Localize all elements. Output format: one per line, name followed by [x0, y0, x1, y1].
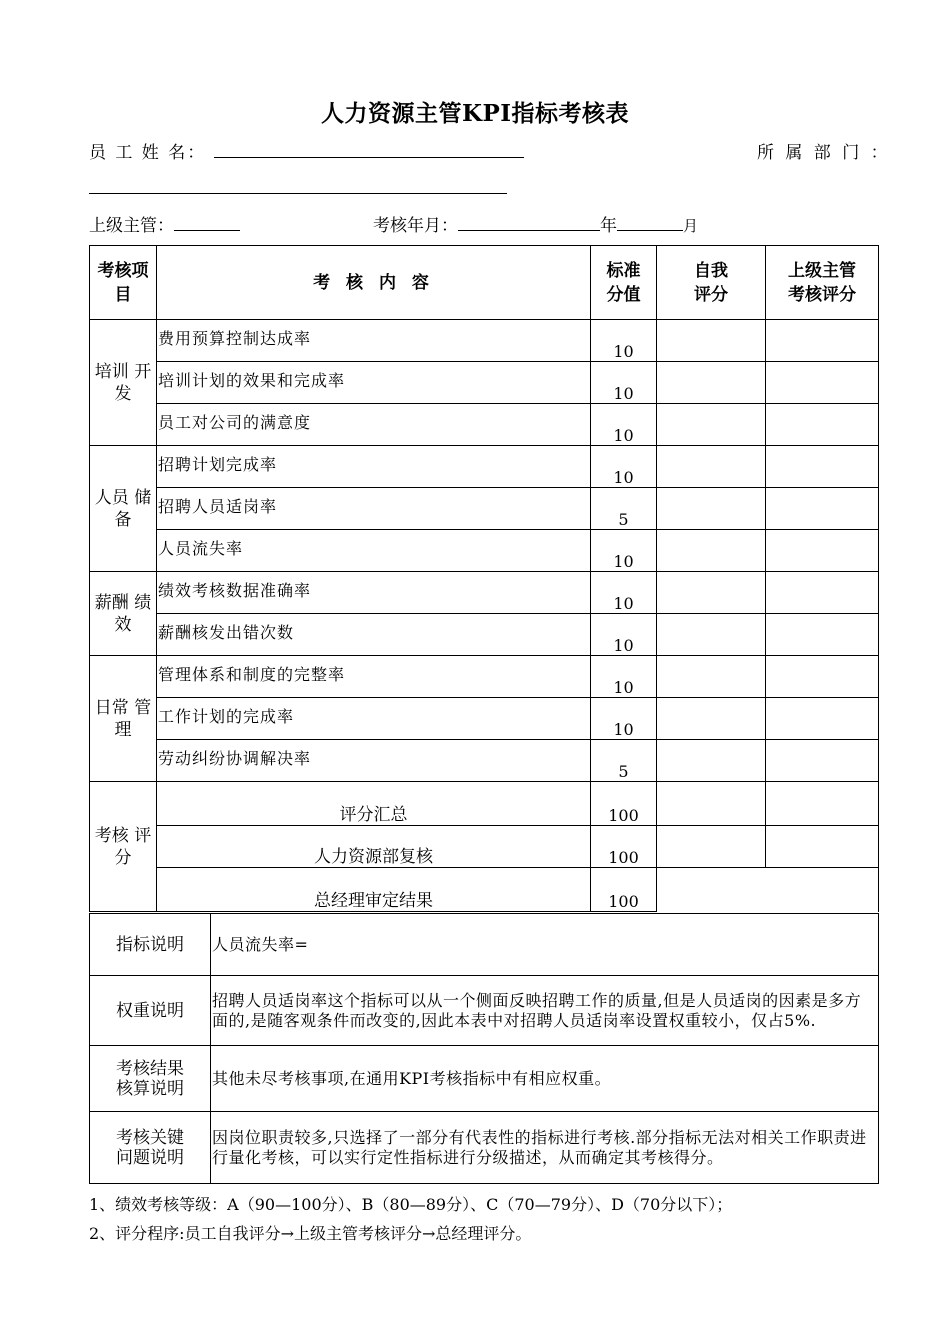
item-score: 10: [591, 614, 657, 656]
footer-note-procedure: 2、评分程序:员工自我评分→上级主管考核评分→总经理评分。: [89, 1224, 532, 1243]
table-row: [90, 614, 879, 656]
item-content: 劳动纠纷协调解决率: [157, 740, 591, 782]
note-row: [90, 914, 879, 976]
self-score-cell[interactable]: [657, 362, 766, 404]
period-field: [373, 211, 698, 236]
year-label: 年: [600, 216, 617, 236]
supervisor-score-cell[interactable]: [766, 404, 879, 446]
note-text: 其他未尽考核事项,在通用KPI考核指标中有相应权重。: [211, 1046, 879, 1112]
col-header-supervisor: 上级主管 考核评分: [766, 246, 879, 320]
col-header-item: 考核项 目: [90, 246, 157, 320]
month-label: 月: [683, 217, 699, 235]
supervisor-score-cell[interactable]: [766, 572, 879, 614]
supervisor-score-cell[interactable]: [766, 740, 879, 782]
col-header-standard: 标准 分值: [591, 246, 657, 320]
item-content: 培训计划的效果和完成率: [157, 362, 591, 404]
item-content: 招聘计划完成率: [157, 446, 591, 488]
self-score-cell[interactable]: [657, 320, 766, 362]
self-score-cell[interactable]: [657, 698, 766, 740]
note-row: [90, 976, 879, 1046]
table-row: [90, 740, 879, 782]
table-row: [90, 530, 879, 572]
category-cell: 人员 储 备: [90, 446, 157, 572]
month-blank[interactable]: [617, 212, 683, 231]
item-content: 招聘人员适岗率: [157, 488, 591, 530]
summary-score: 100: [591, 868, 657, 912]
note-text: 人员流失率=: [211, 914, 879, 976]
note-label: 考核结果 核算说明: [90, 1046, 211, 1112]
table-row: [90, 362, 879, 404]
col-header-self: 自我 评分: [657, 246, 766, 320]
supervisor-score-cell[interactable]: [766, 826, 879, 868]
item-score: 5: [591, 488, 657, 530]
note-label: 权重说明: [90, 976, 211, 1046]
item-content: 人员流失率: [157, 530, 591, 572]
year-blank[interactable]: [458, 212, 600, 231]
item-content: 绩效考核数据准确率: [157, 572, 591, 614]
self-score-cell[interactable]: [657, 656, 766, 698]
item-score: 10: [591, 362, 657, 404]
summary-label: 总经理审定结果: [157, 868, 591, 912]
self-score-cell[interactable]: [657, 446, 766, 488]
summary-score: 100: [591, 826, 657, 868]
table-row: [90, 572, 879, 614]
summary-row: [90, 782, 879, 826]
summary-label: 人力资源部复核: [157, 826, 591, 868]
self-score-cell[interactable]: [657, 614, 766, 656]
kpi-table: [89, 245, 879, 912]
note-row: [90, 1112, 879, 1184]
self-score-cell[interactable]: [657, 404, 766, 446]
table-row: [90, 404, 879, 446]
supervisor-score-cell[interactable]: [766, 320, 879, 362]
period-label: 考核年月：: [373, 216, 458, 236]
table-row: [90, 320, 879, 362]
supervisor-blank[interactable]: [174, 212, 240, 231]
item-score: 5: [591, 740, 657, 782]
supervisor-field: [89, 211, 240, 236]
supervisor-score-cell[interactable]: [766, 530, 879, 572]
supervisor-score-cell[interactable]: [766, 614, 879, 656]
gm-result-cell[interactable]: [657, 868, 879, 912]
self-score-cell[interactable]: [657, 782, 766, 826]
supervisor-score-cell[interactable]: [766, 782, 879, 826]
employee-name-blank[interactable]: [214, 139, 524, 158]
table-row: [90, 488, 879, 530]
item-score: 10: [591, 572, 657, 614]
table-row: [90, 656, 879, 698]
item-content: 员工对公司的满意度: [157, 404, 591, 446]
col-header-content: 考 核 内 容: [157, 246, 591, 320]
table-row: [90, 698, 879, 740]
self-score-cell[interactable]: [657, 572, 766, 614]
item-score: 10: [591, 404, 657, 446]
item-score: 10: [591, 320, 657, 362]
item-score: 10: [591, 698, 657, 740]
note-text: 招聘人员适岗率这个指标可以从一个侧面反映招聘工作的质量,但是人员适岗的因素是多方面的,是随客观条件而改变的,因此本表中对招聘人员适岗率设置权重较小，仅占5%.: [211, 976, 879, 1046]
note-text: 因岗位职责较多,只选择了一部分有代表性的指标进行考核.部分指标无法对相关工作职责进行量化考核，可以实行定性指标进行分级描述，从而确定其考核得分。: [211, 1112, 879, 1184]
department-label: 所 属 部 门 ：: [757, 143, 891, 163]
item-score: 10: [591, 446, 657, 488]
summary-category-cell: 考核 评 分: [90, 782, 157, 912]
self-score-cell[interactable]: [657, 530, 766, 572]
note-row: [90, 1046, 879, 1112]
category-cell: 日常 管 理: [90, 656, 157, 782]
note-label: 考核关键 问题说明: [90, 1112, 211, 1184]
employee-name-field: [89, 138, 524, 163]
item-score: 10: [591, 530, 657, 572]
item-content: 工作计划的完成率: [157, 698, 591, 740]
employee-name-label: 员 工 姓 名：: [89, 143, 207, 163]
footer-note-grades: 1、绩效考核等级：A（90—100分）、B（80—89分）、C（70—79分）、D（70分以下）；: [89, 1195, 733, 1214]
supervisor-score-cell[interactable]: [766, 362, 879, 404]
page-title: 人力资源主管KPI指标考核表: [320, 100, 630, 127]
department-blank[interactable]: [89, 193, 507, 194]
category-cell: 薪酬 绩 效: [90, 572, 157, 656]
item-score: 10: [591, 656, 657, 698]
summary-label: 评分汇总: [157, 782, 591, 826]
supervisor-score-cell[interactable]: [766, 656, 879, 698]
self-score-cell[interactable]: [657, 488, 766, 530]
category-cell: 培训 开 发: [90, 320, 157, 446]
table-header-row: [90, 246, 879, 320]
supervisor-score-cell[interactable]: [766, 488, 879, 530]
supervisor-score-cell[interactable]: [766, 446, 879, 488]
item-content: 薪酬核发出错次数: [157, 614, 591, 656]
item-content: 管理体系和制度的完整率: [157, 656, 591, 698]
note-label: 指标说明: [90, 914, 211, 976]
self-score-cell[interactable]: [657, 740, 766, 782]
self-score-cell[interactable]: [657, 826, 766, 868]
summary-row: [90, 868, 879, 912]
table-row: [90, 446, 879, 488]
supervisor-score-cell[interactable]: [766, 698, 879, 740]
item-content: 费用预算控制达成率: [157, 320, 591, 362]
summary-row: [90, 826, 879, 868]
summary-score: 100: [591, 782, 657, 826]
supervisor-label: 上级主管：: [89, 216, 174, 236]
notes-table: [89, 913, 879, 1184]
